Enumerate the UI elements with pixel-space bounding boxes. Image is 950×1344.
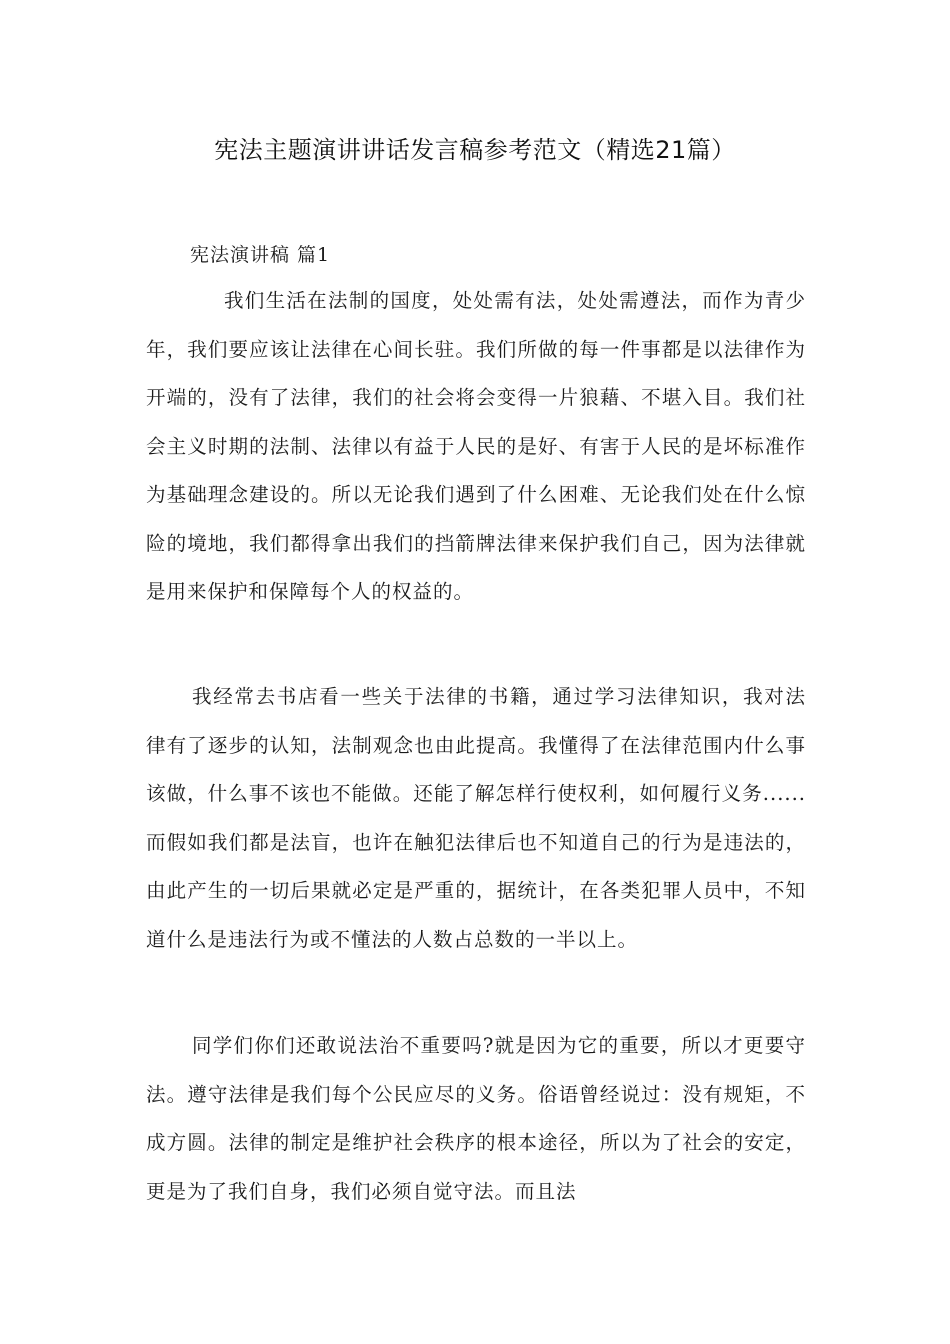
document-title: 宪法主题演讲讲话发言稿参考范文（精选21篇） — [214, 136, 736, 164]
paragraph-3: 同学们你们还敢说法治不重要吗?就是因为它的重要，所以才更要守法。遵守法律是我们每个公民应尽的义务。俗语曾经说过：没有规矩，不成方圆。法律的制定是维护社会秩序的根本途径，所以为了社会的安定，更是为了我们自身，我们必须自觉守法。而且法 — [146, 1034, 806, 1203]
paragraph-1: 我们生活在法制的国度，处处需有法，处处需遵法，而作为青少年，我们要应该让法律在心间长驻。我们所做的每一件事都是以法律作为开端的，没有了法律，我们的社会将会变得一片狼藉、不堪入目。我们社会主义时期的法制、法律以有益于人民的是好、有害于人民的是坏标准作为基础理念建设的。所以无论我们遇到了什么困难、无论我们处在什么惊险的境地，我们都得拿出我们的挡箭牌法律来保护我们自己，因为法律就是用来保护和保障每个人的权益的。 — [146, 289, 806, 603]
paragraph-2: 我经常去书店看一些关于法律的书籍，通过学习法律知识，我对法律有了逐步的认知，法制观念也由此提高。我懂得了在法律范围内什么事该做，什么事不该也不能做。还能了解怎样行使权利，如何履行义务......而假如我们都是法盲，也许在触犯法律后也不知道自己的行为是违法的，由此产生的一切后果就必定是严重的，据统计，在各类犯罪人员中，不知道什么是违法行为或不懂法的人数占总数的一半以上。 — [146, 685, 806, 951]
section-heading: 宪法演讲稿 篇1 — [190, 244, 331, 266]
